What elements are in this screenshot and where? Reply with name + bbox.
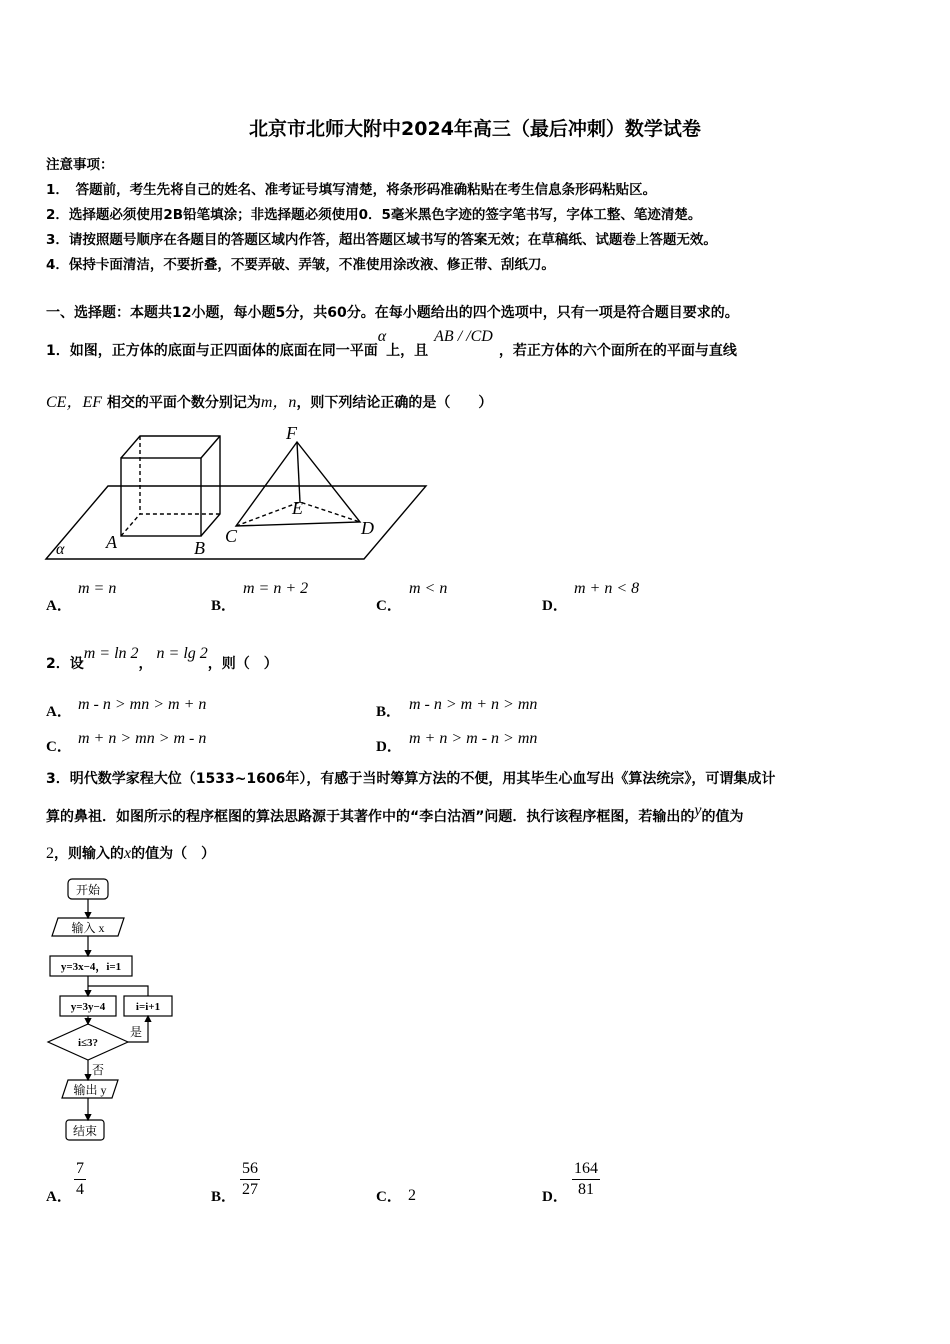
q1-option-label: B． bbox=[211, 598, 237, 614]
flow-init: y=3x−4，i=1 bbox=[60, 961, 122, 973]
notice-item: 4．保持卡面清洁，不要折叠，不要弄破、弄皱，不准使用涂改液、修正带、刮纸刀。 bbox=[46, 257, 555, 273]
q3-x: x bbox=[124, 845, 132, 862]
q1-option-expr: m = n + 2 bbox=[243, 580, 309, 597]
fraction-denominator: 27 bbox=[242, 1181, 258, 1198]
notice-item: 3．请按照题号顺序在各题目的答题区域内作答，超出答题区域书写的答案无效；在草稿纸、试题卷上答题无效。 bbox=[46, 232, 717, 248]
q3-option-fraction bbox=[572, 1160, 600, 1199]
q1-text-line2 bbox=[46, 389, 492, 412]
flow-output: 输出 y bbox=[73, 1083, 107, 1097]
fraction-numerator: 7 bbox=[74, 1160, 86, 1180]
q1-lines-expr: CE，EF bbox=[46, 394, 102, 411]
q2-option-expr: m + n > mn > m - n bbox=[78, 730, 207, 747]
q2-option-label: C． bbox=[46, 739, 72, 755]
q1-geometry-figure bbox=[40, 424, 435, 564]
label-E: E bbox=[292, 498, 303, 518]
fraction-numerator: 56 bbox=[240, 1160, 260, 1180]
fraction-numerator: 164 bbox=[572, 1160, 600, 1180]
notice-heading: 注意事项： bbox=[46, 157, 114, 173]
q2-option-label: A． bbox=[46, 704, 72, 720]
flow-no: 否 bbox=[92, 1063, 105, 1077]
q1-mn-expr: m，n bbox=[260, 394, 297, 411]
label-A: A bbox=[106, 532, 117, 552]
q1-option-expr: m + n < 8 bbox=[574, 580, 640, 597]
q3-option-fraction bbox=[74, 1160, 86, 1199]
q3-flowchart bbox=[44, 874, 184, 1146]
q2-text: ，则（ ） bbox=[207, 656, 278, 672]
q3-option-fraction bbox=[240, 1160, 260, 1199]
q1-option-expr: m < n bbox=[409, 580, 448, 597]
q3-y: y bbox=[694, 802, 702, 819]
label-F: F bbox=[286, 424, 297, 443]
fraction-denominator: 81 bbox=[578, 1181, 594, 1198]
q3-text: 算的鼻祖．如图所示的程序框图的算法思路源于其著作中的“李白沽酒”问题．执行该程序框图，若输出的 bbox=[46, 809, 695, 825]
q3-text: ，则输入的 bbox=[54, 846, 124, 862]
q1-alpha: α bbox=[377, 328, 387, 345]
q2-text: 2．设 bbox=[46, 656, 84, 672]
q3-text-line2 bbox=[46, 802, 744, 826]
q1-text: ，则下列结论正确的是（ ） bbox=[296, 395, 493, 411]
q1-text: 1．如图，正方体的底面与正四面体的底面在同一平面 bbox=[46, 343, 378, 359]
fraction-denominator: 4 bbox=[76, 1181, 84, 1198]
q3-option-label: D． bbox=[542, 1189, 568, 1205]
q3-option-value: 2 bbox=[408, 1187, 416, 1204]
q1-text: 上，且 bbox=[386, 343, 429, 359]
notice-item: 2．选择题必须使用2B铅笔填涂；非选择题必须使用0．5毫米黑色字迹的签字笔书写，字体工整、笔迹清楚。 bbox=[46, 207, 702, 223]
q1-text: ，若正方体的六个面所在的平面与直线 bbox=[498, 343, 737, 359]
label-B: B bbox=[194, 538, 205, 558]
q3-text-line1: 3．明代数学家程大位（1533~1606年），有感于当时筹算方法的不便，用其毕生心血写出《算法统宗》，可谓集成计 bbox=[46, 771, 776, 787]
q2-text: ， bbox=[138, 656, 153, 672]
q3-option-label: A． bbox=[46, 1189, 72, 1205]
q3-two: 2 bbox=[46, 845, 54, 862]
q1-option-label: C． bbox=[376, 598, 402, 614]
q3-option-label: C． bbox=[376, 1189, 402, 1205]
q1-parallel-expr: AB / /CD bbox=[434, 328, 493, 345]
q1-option-label: D． bbox=[542, 598, 568, 614]
q3-option-label: B． bbox=[211, 1189, 237, 1205]
q2-option-expr: m + n > m - n > mn bbox=[409, 730, 538, 747]
label-C: C bbox=[225, 526, 238, 546]
q2-option-expr: m - n > m + n > mn bbox=[409, 696, 538, 713]
page-title: 北京市北师大附中2024年高三（最后冲刺）数学试卷 bbox=[249, 118, 701, 140]
notice-item: 1． 答题前，考生先将自己的姓名、准考证号填写清楚，将条形码准确粘贴在考生信息条形码粘贴区。 bbox=[46, 182, 657, 198]
q1-text-line1 bbox=[46, 328, 737, 360]
q3-text: 的值为 bbox=[701, 809, 744, 825]
flow-yes: 是 bbox=[130, 1025, 143, 1039]
flow-update: y=3y−4 bbox=[70, 1001, 106, 1013]
flow-inc: i=i+1 bbox=[135, 1001, 161, 1013]
flow-end: 结束 bbox=[72, 1124, 98, 1138]
q2-n-expr: n = lg 2 bbox=[156, 645, 208, 662]
q3-text: 的值为（ ） bbox=[131, 846, 216, 862]
flow-start: 开始 bbox=[75, 883, 101, 897]
q2-text bbox=[46, 645, 278, 673]
q2-option-expr: m - n > mn > m + n bbox=[78, 696, 207, 713]
q2-option-label: B． bbox=[376, 704, 402, 720]
q2-m-expr: m = ln 2 bbox=[83, 645, 139, 662]
section-heading: 一、选择题：本题共12小题，每小题5分，共60分。在每小题给出的四个选项中，只有一项是符合题目要求的。 bbox=[46, 305, 739, 321]
flow-input: 输入 x bbox=[71, 921, 105, 935]
q3-text-line3 bbox=[46, 843, 215, 863]
q1-option-label: A． bbox=[46, 598, 72, 614]
q2-option-label: D． bbox=[376, 739, 402, 755]
label-alpha: α bbox=[56, 541, 65, 558]
flow-cond: i≤3? bbox=[77, 1037, 99, 1049]
q1-option-expr: m = n bbox=[78, 580, 117, 597]
q1-text: 相交的平面个数分别记为 bbox=[106, 395, 261, 411]
label-D: D bbox=[361, 518, 374, 538]
